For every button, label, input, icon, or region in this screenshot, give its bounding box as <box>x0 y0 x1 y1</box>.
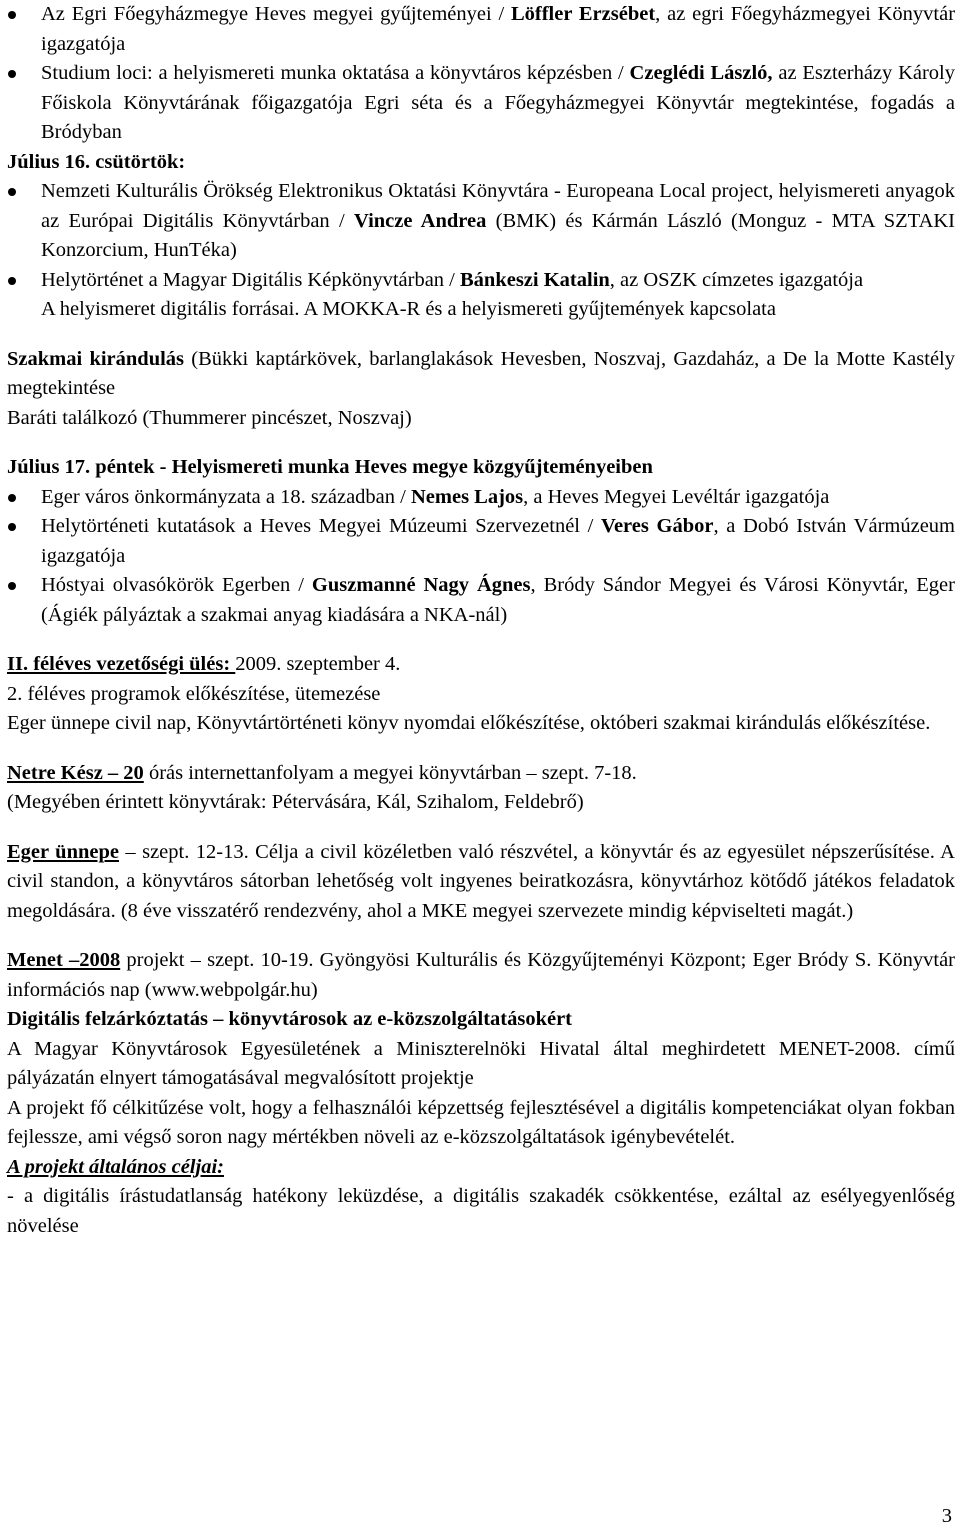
speaker-name: Vincze Andrea <box>354 209 487 232</box>
paragraph-text: – szept. 12-13. Célja a civil közéletben való részvétel, a könyvtár és az egyesület népszerűsítése. A civil standon, a könyvtáros sátorban lehetőség volt ingyenes beiratkozásra, könyvtárhoz kötődő játékos feladatok megoldására. (8 éve visszatérő rendezvény, ahol a MKE megyei szervezete mindig képviselteti magát.) <box>7 840 955 922</box>
menet-aims-heading <box>7 1153 955 1183</box>
menet-subtitle-text: Digitális felzárkóztatás – könyvtárosok az e-közszolgáltatásokért <box>7 1008 573 1030</box>
program-paragraph: Eger ünnepe civil nap, Könyvtártörténeti könyv nyomdai előkészítése, októberi szakmai kirándulás előkészítése. <box>7 712 931 734</box>
item-text: az Eszterházy Károly Főiskola Könyvtárának főigazgatója Egri séta és a Főegyházmegyei Könyvtár megtekintése, fogadás a Bródyban <box>41 62 955 143</box>
netre-label: Netre Kész – 20 <box>7 761 144 784</box>
eger-label: Eger ünnepe <box>7 840 119 863</box>
item-text: , a Heves Megyei Levéltár igazgatója <box>523 485 830 508</box>
bullet-icon <box>8 494 16 502</box>
item-text: A helyismeret digitális forrásai. A MOKKA-R és a helyismereti gyűjtemények kapcsolata <box>41 298 776 320</box>
trip-paragraph <box>7 345 955 404</box>
day-heading-text: Július 16. csütörtök: <box>7 150 186 173</box>
item-text: Hóstyai olvasókörök Egerben / <box>41 574 312 596</box>
speaker-name: Veres Gábor <box>601 515 714 537</box>
item-text: , Bródy Sándor Megyei és Városi Könyvtár, Eger (Ágiék pályáztak a szakmai anyag kiadására a NKA-nál) <box>41 574 955 626</box>
meeting-line <box>7 650 955 680</box>
meeting-date: 2009. szeptember 4. <box>235 653 401 675</box>
speaker-name: Nemes Lajos <box>410 485 524 508</box>
list-item <box>7 0 955 59</box>
menet-label: Menet –2008 <box>7 949 121 971</box>
menet-goal: A projekt fő célkitűzése volt, hogy a felhasználói képzettség fejlesztésével a digitális kompetenciákat olyan fokban fejlessze, ami végső soron nagy mértékben növeli az e-közszolgáltatások igénybevételét. <box>7 1096 955 1148</box>
list-item <box>7 512 955 571</box>
list-item <box>7 483 955 513</box>
meeting-label: II. féléves vezetőségi ülés: <box>7 653 236 675</box>
item-text: , a Dobó István Vármúzeum igazgatója <box>41 515 955 567</box>
speaker-name: Czeglédi László, <box>629 62 773 84</box>
meet-paragraph: Baráti találkozó (Thummerer pincészet, Noszvaj) <box>7 406 412 429</box>
speaker-name: Guszmanné Nagy Ágnes <box>311 574 531 596</box>
menet-paragraph <box>7 946 955 1005</box>
bullet-icon <box>8 11 16 19</box>
bullet-icon <box>8 70 16 78</box>
eger-paragraph <box>7 838 955 927</box>
menet-description: A Magyar Könyvtárosok Egyesületének a Miniszterelnöki Hivatal által meghirdetett MENET-2008. című pályázatán elnyert támogatásával megvalósított projektje <box>7 1037 955 1089</box>
paragraph-text: (Bükki kaptárkövek, barlanglakások Hevesben, Noszvaj, Gazdaház, a De la Motte Kastély megtekintése <box>7 347 955 399</box>
item-text: Eger város önkormányzata a 18. században / <box>41 485 411 508</box>
item-text: Helytörténet a Magyar Digitális Képkönyvtárban / <box>41 268 460 291</box>
day-heading <box>7 148 955 178</box>
bullet-icon <box>8 277 16 285</box>
bullet-icon <box>8 523 16 531</box>
paragraph-text: órás internettanfolyam a megyei könyvtárban – szept. 7-18. <box>143 761 637 784</box>
menet-subtitle <box>7 1005 955 1035</box>
day-heading <box>7 453 955 483</box>
item-text: Studium loci: a helyismereti munka oktatása a könyvtáros képzésben / <box>41 62 630 84</box>
list-item <box>7 177 955 266</box>
aims-heading-text: A projekt általános céljai: <box>7 1155 224 1178</box>
list-item <box>7 59 955 148</box>
speaker-name: Löffler Erzsébet <box>510 3 656 25</box>
item-text: Az Egri Főegyházmegye Heves megyei gyűjteményei / <box>41 3 511 25</box>
list-item <box>7 266 955 325</box>
bullet-icon <box>8 582 16 590</box>
item-text: Helytörténeti kutatások a Heves Megyei Múzeumi Szervezetnél / <box>41 515 602 537</box>
item-text: Nemzeti Kulturális Örökség Elektronikus Oktatási Könyvtára - Europeana Local project, helyismereti anyagok az Európai Digitális Könyvtárban / <box>41 180 955 232</box>
netre-libraries: (Megyében érintett könyvtárak: Pétervására, Kál, Szihalom, Feldebrő) <box>7 791 584 813</box>
netre-line <box>7 759 955 789</box>
day-heading-text: Július 17. péntek - Helyismereti munka Heves megye közgyűjteményeiben <box>7 456 653 478</box>
program-heading: 2. féléves programok előkészítése, ütemezése <box>7 682 381 705</box>
trip-label: Szakmai kirándulás <box>7 347 185 370</box>
speaker-name: Bánkeszi Katalin <box>460 268 610 291</box>
bullet-icon <box>8 188 16 196</box>
menet-aim-item: - a digitális írástudatlanság hatékony leküzdése, a digitális szakadék csökkentése, ezáltal az esélyegyenlőség növelése <box>7 1185 955 1237</box>
paragraph-text: projekt – szept. 10-19. Gyöngyösi Kulturális és Közgyűjteményi Központ; Eger Bródy S. Könyvtár információs nap (www.webpolgár.hu) <box>7 949 955 1001</box>
item-text: , az OSZK címzetes igazgatója <box>609 268 864 291</box>
document-page <box>7 0 955 1241</box>
list-item <box>7 571 955 630</box>
page-number: 3 <box>941 1505 952 1527</box>
item-text: , az egri Főegyházmegyei Könyvtár igazgatója <box>41 3 956 55</box>
item-text: (BMK) és Kármán László (Monguz - MTA SZTAKI Konzorcium, HunTéka) <box>41 209 956 261</box>
